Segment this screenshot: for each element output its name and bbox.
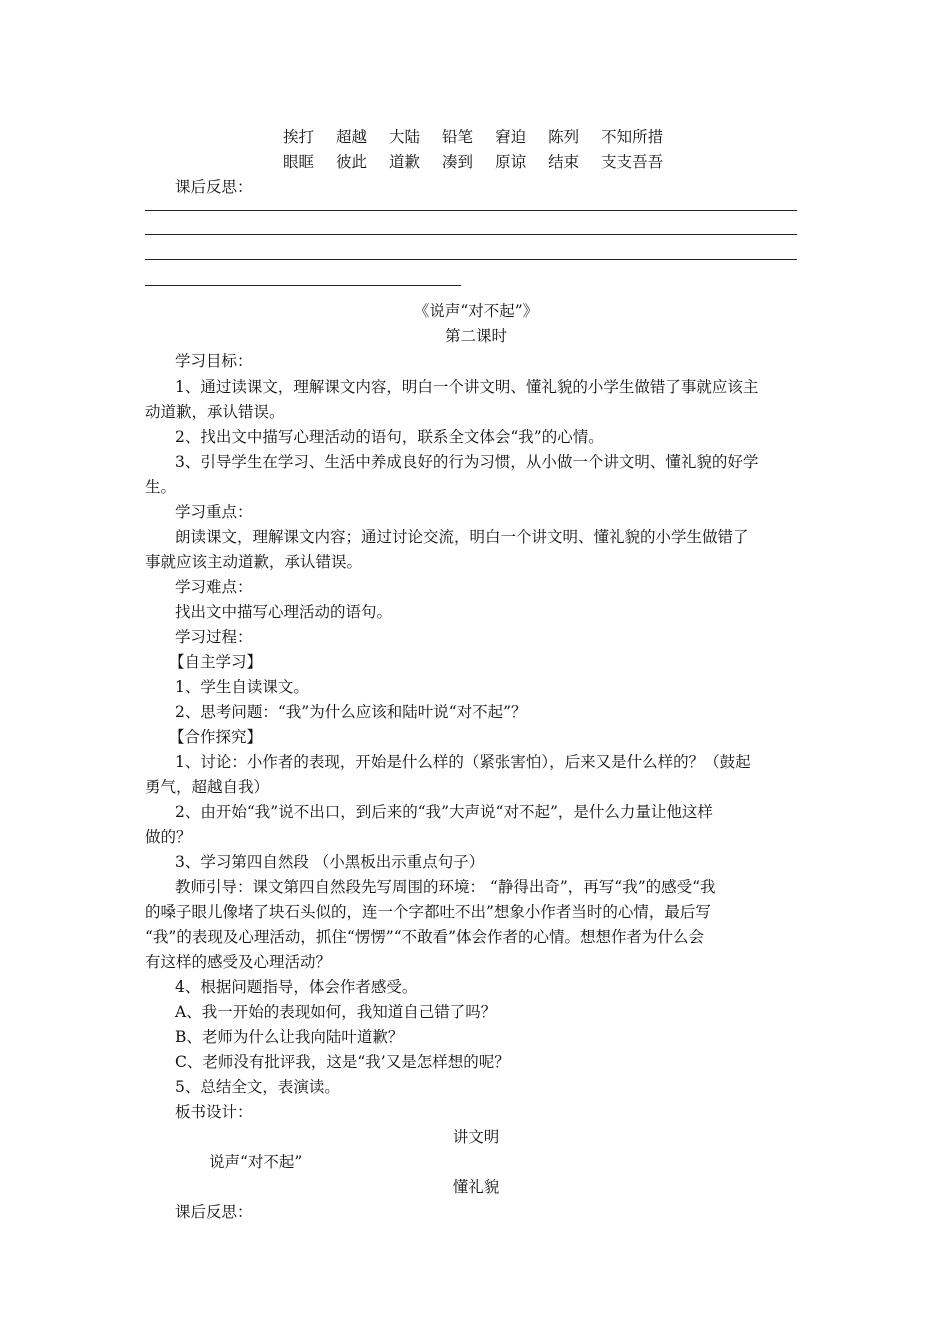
vocab-word: 眼眶 — [283, 153, 315, 171]
vocab-word: 结束 — [548, 153, 580, 171]
paragraph-line: 的嗓子眼儿像堵了块石头似的，连一个字都吐不出”想象小作者当时的心情，最后写 — [145, 903, 711, 921]
vocab-word: 窘迫 — [495, 128, 527, 146]
paragraph-line: 1、通过读课文，理解课文内容，明白一个讲文明、懂礼貌的小学生做错了事就应该主 — [175, 378, 759, 396]
difficulty-heading: 学习难点： — [175, 578, 253, 596]
paragraph-line: 1、学生自读课文。 — [175, 678, 309, 696]
board-bottom: 懂礼貌 — [452, 1178, 500, 1196]
paragraph-line: 动道歉，承认错误。 — [145, 403, 285, 421]
paragraph-line: 2、由开始“我”说不出口，到后来的“我”大声说“对不起”，是什么力量让他这样 — [175, 803, 713, 821]
process-heading: 学习过程： — [175, 628, 253, 646]
vocab-word: 不知所措 — [601, 128, 664, 146]
board-top: 讲文明 — [452, 1128, 500, 1146]
paragraph-line: 5、总结全文，表演读。 — [175, 1078, 340, 1096]
paragraph-line: 教师引导：课文第四自然段先写周围的环境： “静得出奇”，再写“我”的感受“我 — [175, 878, 716, 896]
paragraph-line: 生。 — [145, 478, 177, 496]
paragraph-line: 找出文中描写心理活动的语句。 — [175, 603, 393, 621]
writing-line — [145, 259, 797, 260]
goals-heading: 学习目标： — [175, 352, 253, 370]
vocab-word: 挨打 — [283, 128, 315, 146]
paragraph-line: 2、找出文中描写心理活动的语句，联系全文体会“我”的心情。 — [175, 428, 604, 446]
writing-line — [145, 210, 797, 211]
paragraph-line: A、我一开始的表现如何，我知道自己错了吗？ — [175, 1003, 497, 1021]
vocab-word: 凑到 — [442, 153, 474, 171]
vocab-word: 彼此 — [336, 153, 368, 171]
section-heading: 【自主学习】 — [169, 653, 263, 671]
reflection-label: 课后反思： — [175, 178, 253, 196]
paragraph-line: “我”的表现及心理活动，抓住“愣愣”“不敢看”体会作者的心情。想想作者为什么会 — [145, 928, 705, 946]
paragraph-line: 事就应该主动道歉，承认错误。 — [145, 553, 363, 571]
vocab-word: 支支吾吾 — [601, 153, 664, 171]
paragraph-line: 2、思考问题：“我”为什么应该和陆叶说“对不起”？ — [175, 703, 527, 721]
vocab-row-2 — [283, 152, 685, 172]
lesson-title: 《说声“对不起”》 — [413, 302, 539, 320]
vocab-word: 大陆 — [389, 128, 421, 146]
lesson-subtitle: 第二课时 — [444, 327, 507, 345]
paragraph-line: 有这样的感受及心理活动？ — [145, 953, 332, 971]
vocab-row-1 — [283, 127, 685, 147]
paragraph-line: C、老师没有批评我，这是“我’又是怎样想的呢？ — [175, 1053, 510, 1071]
writing-line — [145, 234, 797, 235]
paragraph-line: 勇气，超越自我） — [145, 778, 270, 796]
vocab-word: 道歉 — [389, 153, 421, 171]
vocab-word: 原谅 — [495, 153, 527, 171]
section-heading: 【合作探究】 — [169, 728, 263, 746]
reflection-label: 课后反思： — [175, 1203, 253, 1221]
paragraph-line: 4、根据问题指导，体会作者感受。 — [175, 978, 418, 996]
paragraph-line: B、老师为什么让我向陆叶道歉？ — [175, 1028, 404, 1046]
paragraph-line: 3、引导学生在学习、生活中养成良好的行为习惯，从小做一个讲文明、懂礼貌的好学 — [175, 453, 759, 471]
vocab-word: 陈列 — [548, 128, 580, 146]
vocab-word: 铅笔 — [442, 128, 474, 146]
paragraph-line: 朗读课文，理解课文内容；通过讨论交流，明白一个讲文明、懂礼貌的小学生做错了 — [175, 528, 749, 546]
board-middle: 说声“对不起” — [209, 1153, 303, 1171]
paragraph-line: 做的？ — [145, 828, 192, 846]
paragraph-line: 1、讨论：小作者的表现，开始是什么样的（紧张害怕），后来又是什么样的？（鼓起 — [175, 753, 751, 771]
vocab-word: 超越 — [336, 128, 368, 146]
board-heading: 板书设计： — [175, 1103, 253, 1121]
focus-heading: 学习重点： — [175, 503, 253, 521]
paragraph-line: 3、学习第四自然段 （小黑板出示重点句子） — [175, 853, 485, 871]
writing-line — [145, 285, 461, 286]
